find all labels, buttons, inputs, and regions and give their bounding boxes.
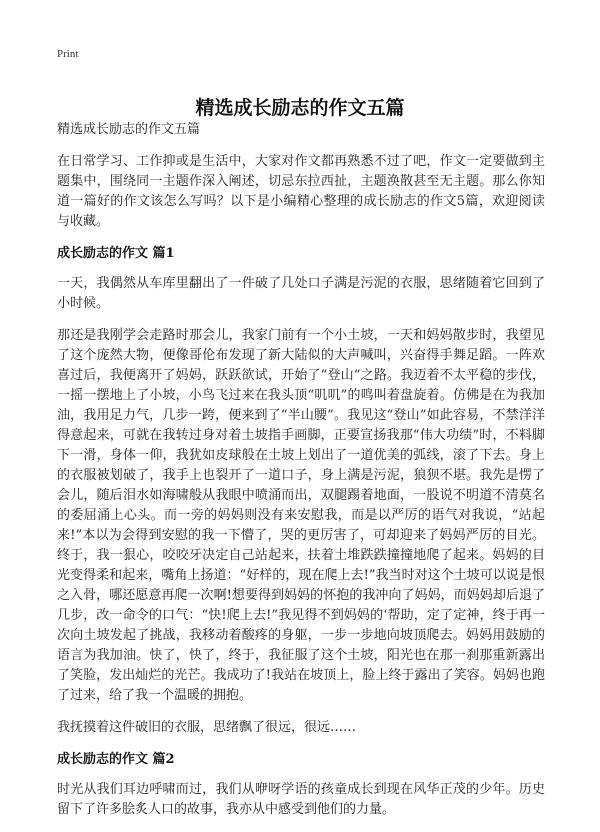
paragraph: 时光从我们耳边呼啸而过，我们从咿呀学语的孩童成长到现在风华正茂的少年。历史留下了许多脍炙人口的故事，我亦从中感受到他们的力量。 [57, 782, 545, 817]
page-title: 精选成长励志的作文五篇 [195, 96, 405, 119]
section-2 [57, 750, 545, 820]
intro-paragraph: 在日常学习、工作抑或是生活中，大家对作文都再熟悉不过了吧，作文一定要做到主题集中，围绕同一主题作深入阐述，切忌东拉西扯，主题涣散甚至无主题。那么你知道一篇好的作文该怎么写吗？以下是小编精心整理的成长励志的作文5篇，欢迎阅读与收藏。 [57, 154, 545, 229]
print-link[interactable]: Print [57, 48, 79, 60]
paragraph: 一天，我偶然从车库里翻出了一件破了几处口子满是污泥的衣服，思绪随着它回到了小时候。 [57, 276, 545, 311]
section-heading: 成长励志的作文 篇1 [57, 246, 175, 261]
article-body [57, 120, 545, 832]
paragraph: 我抚摸着这件破旧的衣服，思绪飘了很远，很远…… [57, 720, 357, 735]
article-subtitle: 精选成长励志的作文五篇 [57, 122, 201, 137]
paragraph: 那还是我刚学会走路时那会儿，我家门前有一个小土坡，一天和妈妈散步时，我望见了这个庞然大物，便像哥伦布发现了新大陆似的大声喊叫，兴奋得手舞足蹈。一阵欢喜过后，我便离开了妈妈，跃跃欲试，开始了“登山”之路。我迈着不太平稳的步伐，一摇一摆地上了小坡，小鸟飞过来在我头顶“叽叽”的鸣叫着盘旋着。仿佛是在为我加油，我用足力气，几步一跨，便来到了“半山腰”。我见这“登山”如此容易，不禁洋洋得意起来，可就在我转过身对着土坡指手画脚，正要宣扬我那“伟大功绩”时，不料脚下一滑，身体一仰，我犹如皮球般在土坡上划出了一道优美的弧线，滚了下去。身上的衣服被划破了，我手上也裂开了一道口子，身上满是污泥，狼狈不堪。我先是愣了会儿，随后泪水如海啸般从我眼中喷涌而出，双腿踢着地面，一股说不明道不清莫名的委屈涌上心头。而一旁的妈妈则没有来安慰我，而是以严厉的语气对我说，“站起来!”本以为会得到安慰的我一下懵了，哭的更厉害了，可却迎来了妈妈严厉的目光。终于，我一狠心，咬咬牙决定自己站起来，扶着土堆跌跌撞撞地爬了起来。妈妈的目光变得柔和起来，嘴角上扬道：“好样的，现在爬上去!”我当时对这个土坡可以说是恨之入骨，哪还愿意再爬一次啊!想要得到妈妈的怀抱的我冲向了妈妈，而妈妈却后退了几步，改一命令的口气：“快!爬上去!”我见得不到妈妈的‘帮助，定了定神，终于再一次向土坡发起了挑战，我移动着酸疼的身躯，一步一步地向坡顶爬去。妈妈用鼓励的语言为我加油。快了，快了，终于，我征服了这个土坡，阳光也在那一刹那重新露出了笑脸，发出灿烂的光芒。我成功了!我站在坡顶上，脸上终于露出了笑容。妈妈也跑了过来，给了我一个温暖的拥抱。 [57, 328, 545, 703]
section-1 [57, 244, 545, 738]
section-heading: 成长励志的作文 篇2 [57, 752, 175, 767]
